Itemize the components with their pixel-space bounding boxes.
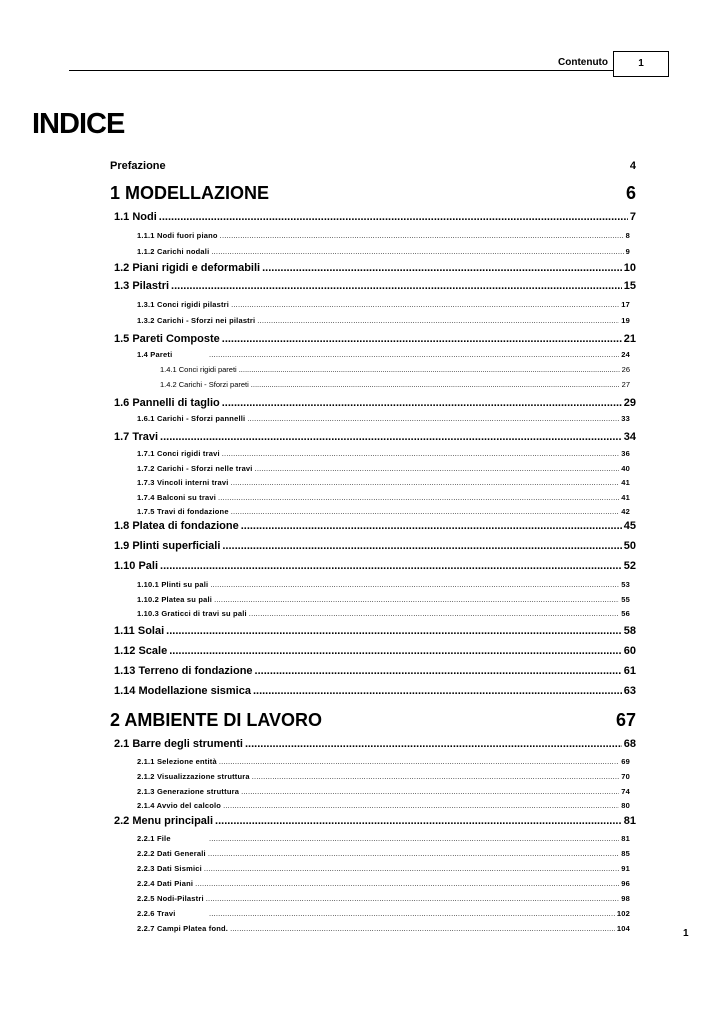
toc-dot-leader <box>206 894 620 903</box>
toc-entry-title: 1.10.2 Platea su pali <box>137 595 213 604</box>
toc-entry[interactable] <box>137 580 630 589</box>
toc-entry-title: 1.10.1 Plinti su pali <box>137 580 209 589</box>
toc-entry[interactable] <box>137 464 630 473</box>
toc-entry[interactable] <box>137 924 630 933</box>
toc-entry-page: 41 <box>621 478 630 487</box>
toc-entry-title: 1.8 Platea di fondazione <box>114 520 239 532</box>
toc-entry[interactable] <box>114 520 636 532</box>
table-of-contents <box>110 0 636 1017</box>
toc-entry-title: 2.1.4 Avvio del calcolo <box>137 801 222 810</box>
toc-entry-title: 2.2.7 Campi Platea fond. <box>137 924 229 933</box>
toc-entry-title: 1.1 Nodi <box>114 211 157 223</box>
toc-entry-title: 1.1.1 Nodi fuori piano <box>137 231 218 240</box>
toc-entry[interactable] <box>114 397 636 409</box>
toc-entry-title: 1.13 Terreno di fondazione <box>114 665 253 677</box>
toc-entry-page: 68 <box>623 738 636 750</box>
toc-dot-leader <box>255 464 620 473</box>
toc-entry-title: 1.7.3 Vincoli interni travi <box>137 478 229 487</box>
toc-entry-page: 9 <box>625 247 630 256</box>
toc-entry-page: 91 <box>621 864 630 873</box>
toc-entry-title: 2.2.1 File <box>137 834 171 843</box>
toc-dot-leader <box>241 787 619 796</box>
toc-dot-leader <box>166 625 622 637</box>
toc-entry[interactable] <box>110 160 636 172</box>
toc-dot-leader <box>231 300 619 309</box>
toc-entry-page: 40 <box>621 464 630 473</box>
toc-entry[interactable] <box>137 609 630 618</box>
toc-dot-leader <box>209 909 615 918</box>
toc-entry-page: 102 <box>616 909 630 918</box>
toc-dot-leader <box>195 879 619 888</box>
toc-entry-title: 1.2 Piani rigidi e deformabili <box>114 262 261 274</box>
toc-entry[interactable] <box>114 280 636 292</box>
toc-dot-leader <box>245 738 622 750</box>
toc-entry-title: 1.10.3 Graticci di travi su pali <box>137 609 247 618</box>
toc-dot-leader <box>209 350 619 359</box>
toc-entry-page: 70 <box>621 772 630 781</box>
toc-entry[interactable] <box>137 894 630 903</box>
toc-entry-page: 6 <box>625 183 636 203</box>
toc-entry-page: 53 <box>621 580 630 589</box>
toc-entry[interactable] <box>114 815 636 827</box>
toc-entry-title: 1.7 Travi <box>114 431 159 443</box>
toc-entry-title: 2.2.3 Dati Sismici <box>137 864 202 873</box>
toc-dot-leader <box>222 449 620 458</box>
toc-dot-leader <box>215 815 622 827</box>
toc-entry-page: 69 <box>621 757 630 766</box>
toc-entry-title: 1.6.1 Carichi - Sforzi pannelli <box>137 414 246 423</box>
toc-entry-title: 1.1.2 Carichi nodali <box>137 247 210 256</box>
toc-entry-page: 41 <box>621 493 630 502</box>
toc-dot-leader <box>222 397 622 409</box>
toc-entry[interactable] <box>137 316 630 325</box>
toc-entry-page: 34 <box>623 431 636 443</box>
toc-entry-title: 1.14 Modellazione sismica <box>114 685 251 697</box>
toc-entry[interactable] <box>114 560 636 572</box>
toc-entry-title: 2.2.5 Nodi-Pilastri <box>137 894 204 903</box>
toc-entry-page: 45 <box>623 520 636 532</box>
toc-entry-page: 55 <box>621 595 630 604</box>
toc-entry[interactable] <box>160 380 630 389</box>
toc-entry-title: 1.7.4 Balconi su travi <box>137 493 217 502</box>
toc-entry-page: 63 <box>623 685 636 697</box>
toc-dot-leader <box>257 316 619 325</box>
toc-entry[interactable] <box>137 834 630 843</box>
toc-dot-leader <box>231 478 620 487</box>
toc-entry-page: 74 <box>621 787 630 796</box>
toc-entry[interactable] <box>137 507 630 516</box>
toc-dot-leader <box>218 493 619 502</box>
toc-dot-leader <box>255 665 622 677</box>
toc-entry-title: 1.10 Pali <box>114 560 159 572</box>
toc-entry-page: 50 <box>623 540 636 552</box>
toc-entry-title: 1.6 Pannelli di taglio <box>114 397 220 409</box>
toc-entry-page: 8 <box>625 231 630 240</box>
toc-entry-title: 1.4.1 Conci rigidi pareti <box>160 365 237 374</box>
toc-entry-page: 15 <box>623 280 636 292</box>
toc-entry-page: 19 <box>621 316 630 325</box>
toc-entry-title: 1.7.5 Travi di fondazione <box>137 507 229 516</box>
toc-dot-leader <box>222 540 621 552</box>
toc-entry[interactable] <box>137 909 630 918</box>
toc-entry[interactable] <box>137 493 630 502</box>
toc-dot-leader <box>231 507 620 516</box>
toc-entry-title: 2.1 Barre degli strumenti <box>114 738 243 750</box>
toc-entry-page: 10 <box>623 262 636 274</box>
toc-entry[interactable] <box>137 595 630 604</box>
toc-entry[interactable] <box>137 879 630 888</box>
toc-entry-page: 96 <box>621 879 630 888</box>
toc-entry[interactable] <box>114 685 636 697</box>
toc-entry[interactable] <box>160 365 630 374</box>
toc-dot-leader <box>230 924 615 933</box>
toc-entry[interactable] <box>137 864 630 873</box>
toc-entry-title: 2.1.2 Visualizzazione struttura <box>137 772 250 781</box>
toc-entry-page: 98 <box>621 894 630 903</box>
toc-entry-title: 2.1.3 Generazione struttura <box>137 787 240 796</box>
toc-entry[interactable] <box>114 665 636 677</box>
toc-dot-leader <box>262 262 622 274</box>
toc-entry-title: 2.2.2 Dati Generali <box>137 849 206 858</box>
toc-entry-page: 24 <box>621 350 630 359</box>
toc-entry-title: 1.3 Pilastri <box>114 280 170 292</box>
toc-entry[interactable] <box>110 710 636 731</box>
toc-entry[interactable] <box>137 414 630 423</box>
toc-entry[interactable] <box>137 350 630 359</box>
toc-entry-page: 81 <box>621 834 630 843</box>
toc-dot-leader <box>211 247 623 256</box>
toc-entry-title: 1.5 Pareti Composte <box>114 333 220 345</box>
toc-entry-page: 27 <box>621 380 630 389</box>
toc-dot-leader <box>160 560 622 572</box>
toc-entry[interactable] <box>114 645 636 657</box>
toc-entry-page: 81 <box>623 815 636 827</box>
toc-entry-title: 1.4 Pareti <box>137 350 173 359</box>
toc-dot-leader <box>219 757 619 766</box>
toc-entry-page: 67 <box>615 710 636 730</box>
toc-entry-title: 2.1.1 Selezione entità <box>137 757 217 766</box>
toc-entry-page: 36 <box>621 449 630 458</box>
toc-entry-page: 29 <box>623 397 636 409</box>
toc-entry-page: 58 <box>623 625 636 637</box>
toc-entry[interactable] <box>137 772 630 781</box>
toc-entry-page: 21 <box>623 333 636 345</box>
toc-entry[interactable] <box>137 231 630 240</box>
toc-entry-page: 56 <box>621 609 630 618</box>
toc-entry-title: 1.3.2 Carichi - Sforzi nei pilastri <box>137 316 256 325</box>
toc-entry[interactable] <box>137 247 630 256</box>
toc-entry[interactable] <box>114 540 636 552</box>
toc-entry[interactable] <box>114 262 636 274</box>
toc-entry-page: 33 <box>621 414 630 423</box>
toc-dot-leader <box>253 685 622 697</box>
toc-dot-leader <box>247 414 619 423</box>
toc-dot-leader <box>209 834 619 843</box>
toc-entry[interactable] <box>114 333 636 345</box>
toc-entry[interactable] <box>137 757 630 766</box>
toc-dot-leader <box>210 580 619 589</box>
toc-entry-page: 7 <box>629 211 636 223</box>
page-title: INDICE <box>32 108 125 140</box>
toc-dot-leader <box>220 231 624 240</box>
toc-entry[interactable] <box>114 625 636 637</box>
toc-dot-leader <box>222 333 622 345</box>
toc-entry[interactable] <box>110 183 636 204</box>
toc-entry-title: 1.4.2 Carichi - Sforzi pareti <box>160 380 249 389</box>
toc-entry-title: 1.7.1 Conci rigidi travi <box>137 449 220 458</box>
toc-entry[interactable] <box>114 431 636 443</box>
toc-entry-page: 104 <box>616 924 630 933</box>
toc-dot-leader <box>249 609 619 618</box>
toc-entry-title: 2 AMBIENTE DI LAVORO <box>110 710 323 730</box>
header-page-number: 1 <box>613 51 669 77</box>
toc-entry-page: 80 <box>621 801 630 810</box>
running-header-label: Contenuto <box>558 57 608 68</box>
toc-dot-leader <box>208 849 619 858</box>
toc-entry-page: 85 <box>621 849 630 858</box>
toc-entry[interactable] <box>137 787 630 796</box>
toc-dot-leader <box>251 380 620 389</box>
toc-entry[interactable] <box>137 478 630 487</box>
toc-entry-page: 4 <box>629 160 636 172</box>
toc-dot-leader <box>241 520 622 532</box>
toc-dot-leader <box>160 431 622 443</box>
toc-entry-page: 60 <box>623 645 636 657</box>
toc-entry-page: 17 <box>621 300 630 309</box>
toc-entry-page: 52 <box>623 560 636 572</box>
toc-entry-title: 1.3.1 Conci rigidi pilastri <box>137 300 230 309</box>
side-page-number: 1 <box>683 928 689 939</box>
toc-dot-leader <box>223 801 619 810</box>
toc-entry-page: 61 <box>623 665 636 677</box>
toc-dot-leader <box>214 595 619 604</box>
toc-entry-page: 42 <box>621 507 630 516</box>
toc-entry[interactable] <box>114 738 636 750</box>
toc-entry[interactable] <box>137 849 630 858</box>
toc-entry-title: 1.9 Plinti superficiali <box>114 540 221 552</box>
toc-dot-leader <box>169 645 622 657</box>
toc-entry-title: 2.2.6 Travi <box>137 909 176 918</box>
toc-dot-leader <box>159 211 628 223</box>
toc-dot-leader <box>239 365 620 374</box>
toc-entry-title: 2.2 Menu principali <box>114 815 214 827</box>
toc-entry-page: 26 <box>621 365 630 374</box>
toc-entry-title: Prefazione <box>110 160 166 172</box>
toc-dot-leader <box>171 280 622 292</box>
toc-entry[interactable] <box>137 449 630 458</box>
toc-entry-title: 1.7.2 Carichi - Sforzi nelle travi <box>137 464 253 473</box>
toc-entry[interactable] <box>114 211 636 223</box>
toc-entry-title: 1 MODELLAZIONE <box>110 183 270 203</box>
toc-dot-leader <box>204 864 619 873</box>
toc-entry-title: 1.11 Solai <box>114 625 165 637</box>
toc-entry[interactable] <box>137 801 630 810</box>
toc-entry[interactable] <box>137 300 630 309</box>
toc-entry-title: 2.2.4 Dati Piani <box>137 879 194 888</box>
toc-entry-title: 1.12 Scale <box>114 645 168 657</box>
toc-dot-leader <box>252 772 619 781</box>
